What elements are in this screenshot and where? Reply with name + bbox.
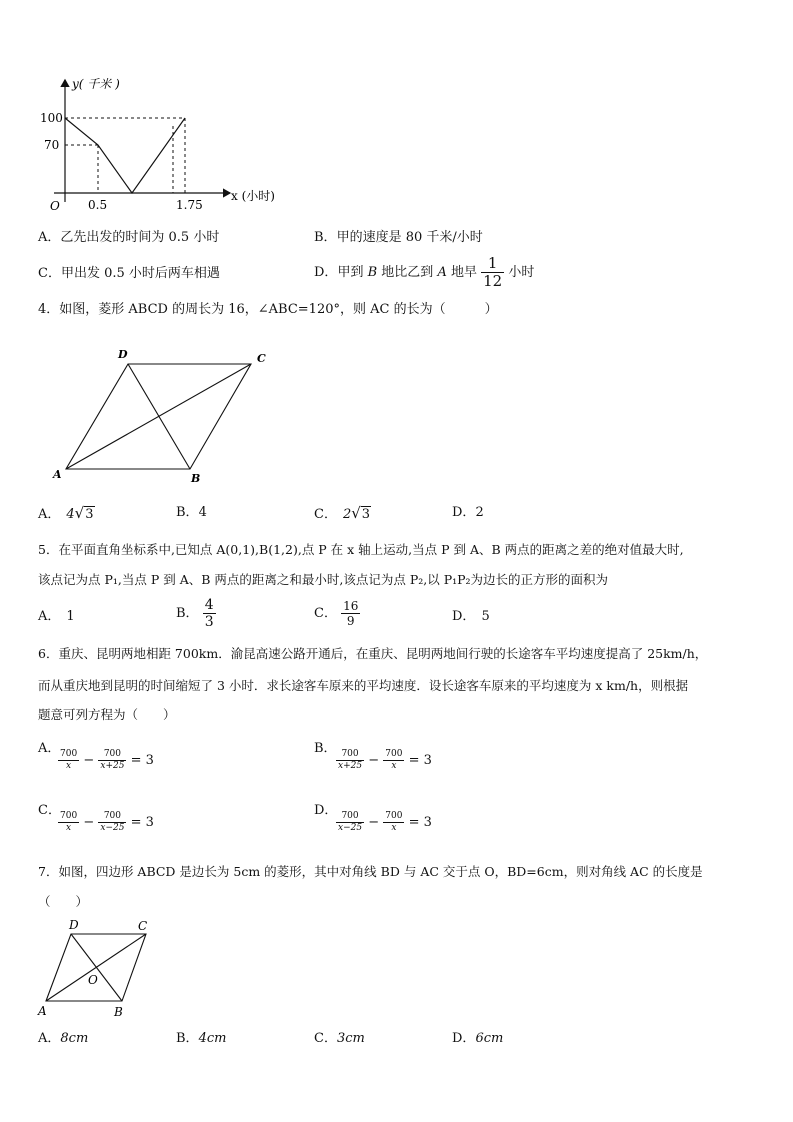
equation-rhs: = 3 [130,753,154,768]
fraction-numerator: 700 [98,812,126,823]
coefficient: 4 [66,507,75,522]
option-text-part: 小时 [508,265,535,280]
fraction-denominator: x+25 [100,761,125,771]
sqrt-icon: √ [74,504,85,522]
fraction-numerator: 700 [385,749,403,759]
diagonal-bd [128,364,190,469]
option-value: 5 [481,609,490,624]
option-letter: D． [452,505,476,520]
fraction [336,750,364,771]
q4-option-d[interactable] [452,504,484,522]
option-value: 4cm [198,1031,227,1046]
q5-option-a[interactable] [38,608,75,626]
fraction [341,600,360,627]
option-value: 4 [198,505,207,520]
minus-sign: − [83,753,95,768]
q7-option-c[interactable] [314,1030,365,1048]
option-letter: A． [38,230,61,245]
option-letter: C． [38,266,61,281]
radicand: 3 [85,507,94,522]
vertex-c: C [138,919,148,933]
minus-sign: − [368,753,380,768]
fraction [58,750,79,771]
q4-stem: 4．如图，菱形 ABCD 的周长为 16，∠ABC=120°，则 AC 的长为（ ） [38,302,498,317]
option-letter: D． [452,609,476,624]
equation-rhs: = 3 [130,815,154,830]
q7-option-b[interactable] [176,1030,226,1048]
q5-option-b[interactable] [176,598,216,629]
center-o: O [88,973,98,987]
option-letter: A． [38,507,61,522]
option-letter: C． [314,1031,337,1046]
fraction-denominator: 12 [483,272,503,290]
x-tick-0-5: 0.5 [88,198,108,212]
q4-option-b[interactable] [176,504,207,522]
vertex-b: B [114,1005,123,1019]
fraction-numerator: 4 [204,597,214,613]
q6-option-a-equation[interactable] [58,750,154,771]
q6-option-a-letter[interactable]: A． [38,741,61,756]
fraction-numerator: 700 [336,750,364,761]
option-letter: D． [452,1031,476,1046]
q6-option-d-equation[interactable] [336,812,432,833]
q6-stem-line1: 6．重庆、昆明两地相距 700km．渝昆高速公路开通后，在重庆、昆明两地间行驶的长途客车平均速度提高了 25km/h， [38,646,708,661]
option-value: 8cm [60,1031,89,1046]
option-letter: A． [38,609,61,624]
x-axis-label: x (小时) [231,189,275,203]
option-value: 1 [66,609,75,624]
fraction-numerator: 700 [336,812,364,823]
option-letter: D． [314,265,338,280]
q6-stem-line3: 题意可列方程为（ ） [38,707,176,722]
option-value: 3cm [336,1031,365,1046]
q6-option-c-letter[interactable]: C． [38,803,61,818]
rhombus-figure-q4 [48,344,283,489]
option-letter: C． [314,606,337,621]
option-letter: B． [176,1031,199,1046]
coefficient: 2 [342,507,352,522]
option-letter: B． [176,606,199,621]
minus-sign: − [83,815,95,830]
fraction-denominator: x [66,761,72,771]
option-value: 6cm [475,1031,504,1046]
q4-option-c[interactable] [314,504,371,524]
option-text-part: 地早 [450,265,477,280]
q3-option-c[interactable] [38,265,220,283]
radicand: 3 [361,507,371,522]
q7-stem-line1: 7．如图，四边形 ABCD 是边长为 5cm 的菱形，其中对角线 BD 与 AC 交于点 O，BD=6cm，则对角线 AC 的长度是 [38,864,703,879]
q3-option-d[interactable] [314,256,534,289]
option-text: 甲的速度是 80 千米/小时 [336,230,483,245]
option-letter: B． [314,230,337,245]
fraction [203,598,216,629]
q5-option-d[interactable] [452,608,490,626]
fraction-numerator: 700 [385,811,403,821]
q3-option-a[interactable] [38,229,219,247]
q6-option-b-equation[interactable] [336,750,432,771]
fraction-denominator: x+25 [338,761,363,771]
diagonal-bd [71,934,122,1001]
fraction-numerator: 16 [343,599,359,613]
rhombus-figure-q7 [36,916,161,1022]
fraction-denominator: x [66,823,72,833]
q5-stem-line1: 5．在平面直角坐标系中,已知点 A(0,1),B(1,2),点 P 在 x 轴上运动,当点 P 到 A、B 两点的距离之差的绝对值最大时, [38,542,684,557]
q3-option-b[interactable] [314,229,483,247]
point-b: B [367,265,378,280]
option-text: 甲出发 0.5 小时后两车相遇 [60,266,220,281]
equation-rhs: = 3 [408,753,432,768]
fraction-denominator: x [391,761,397,771]
q6-option-b-letter[interactable]: B． [314,741,337,756]
y-tick-70: 70 [44,138,60,152]
option-text: 乙先出发的时间为 0.5 小时 [60,230,220,245]
point-a: A [437,265,447,280]
q5-stem-line2: 该点记为点 P₁,当点 P 到 A、B 两点的距离之和最小时,该点记为点 P₂,以 P₁P₂为边长的正方形的面积为 [38,572,609,587]
y-axis-label: y( 千米 ) [72,77,120,91]
y-tick-100: 100 [40,111,63,125]
q6-option-d-letter[interactable]: D． [314,803,338,818]
fraction [336,812,364,833]
vertex-d: D [118,348,128,361]
fraction [98,812,126,833]
option-letter: A． [38,1031,61,1046]
origin-label: O [50,199,60,213]
fraction-denominator: x [391,823,397,833]
option-text-part: 甲到 [337,265,364,280]
fraction [481,256,504,289]
graph-line [65,118,185,193]
minus-sign: − [368,815,380,830]
vertex-c: C [257,352,266,365]
q7-option-a[interactable] [38,1030,88,1048]
fraction-numerator: 1 [481,256,504,273]
fraction [98,750,126,771]
fraction-denominator: x−25 [100,823,125,833]
fraction-numerator: 700 [60,811,78,821]
q6-stem-line2: 而从重庆地到昆明的时间缩短了 3 小时．求长途客车原来的平均速度．设长途客车原来的平均速度为 x km/h，则根据 [38,678,689,693]
vertex-d: D [69,918,79,932]
vertex-a: A [38,1004,47,1018]
x-tick-1-75: 1.75 [176,198,203,212]
fraction-numerator: 700 [60,749,78,759]
option-value: 2 [475,505,484,520]
vertex-b: B [191,472,201,485]
fraction [383,812,404,833]
fraction [58,812,79,833]
fraction [383,750,404,771]
option-text-part: 地比乙到 [381,265,434,280]
fraction-denominator: 3 [204,614,214,630]
equation-rhs: = 3 [408,815,432,830]
fraction-denominator: 9 [346,614,355,628]
sqrt-icon: √ [351,504,361,522]
option-letter: B． [176,505,199,520]
fraction-numerator: 700 [98,750,126,761]
q7-option-d[interactable] [452,1030,503,1048]
option-letter: C． [314,507,337,522]
q4-option-a[interactable] [38,504,95,524]
fraction-denominator: x−25 [338,823,363,833]
q5-option-c[interactable] [314,600,360,627]
q6-option-c-equation[interactable] [58,812,154,833]
distance-time-graph [40,74,300,216]
vertex-a: A [53,468,62,481]
q7-stem-line2: （ ） [38,894,89,909]
